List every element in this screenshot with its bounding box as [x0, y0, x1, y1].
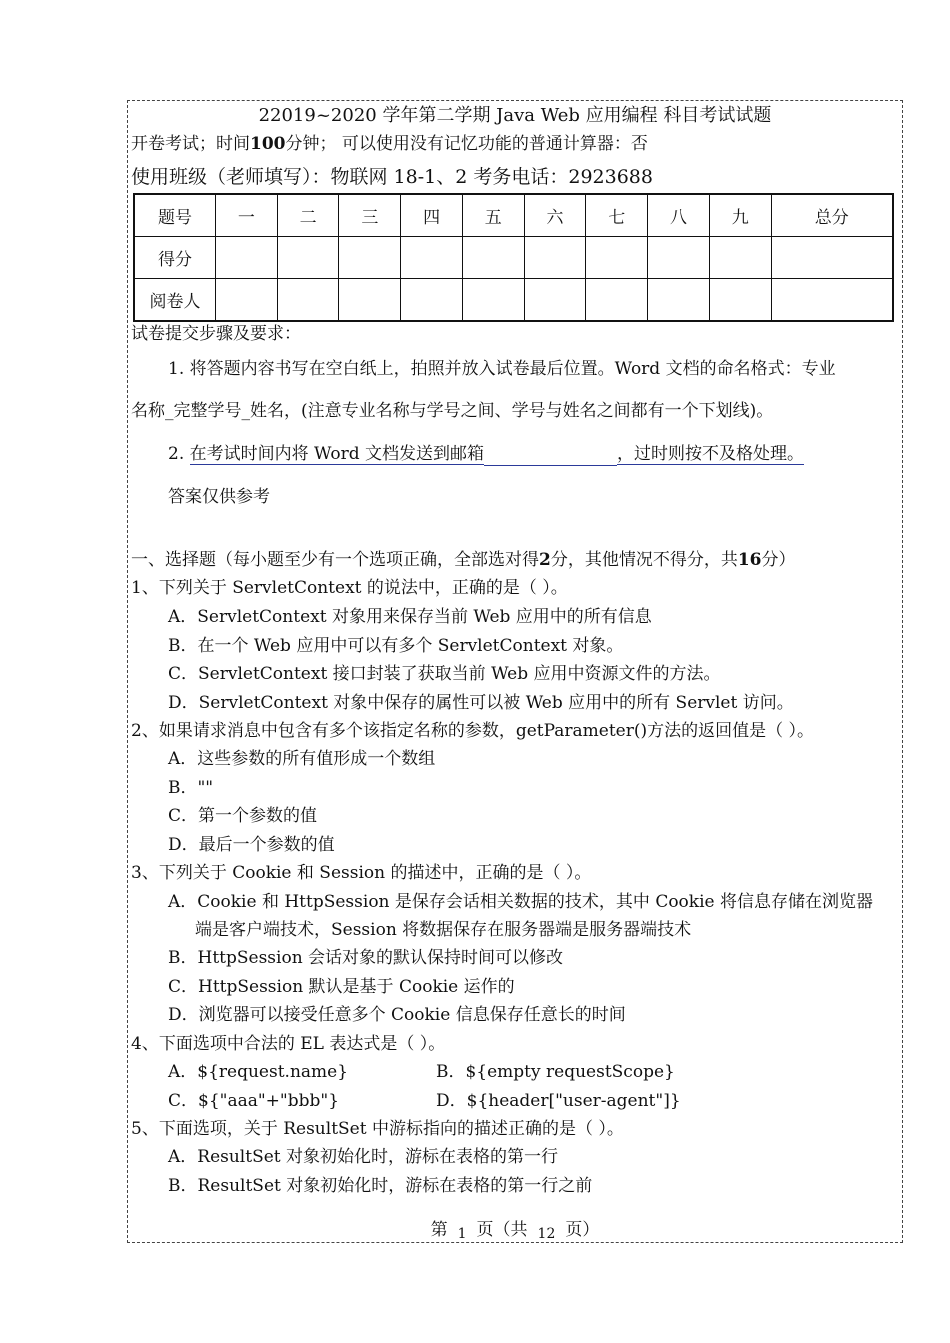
grader-cell	[709, 279, 771, 322]
grader-cell	[216, 279, 278, 322]
q2-stem: 2、如果请求消息中包含有多个该指定名称的参数，getParameter()方法的返回值是（ ）。	[131, 721, 815, 741]
page-footer	[127, 1215, 903, 1240]
score-table-row	[134, 237, 893, 279]
score-cell	[771, 237, 893, 279]
q2-option-a: A．这些参数的所有值形成一个数组	[168, 749, 436, 769]
score-cell	[216, 237, 278, 279]
score-table-row	[134, 279, 893, 322]
q1-stem: 1、下列关于 ServletContext 的说法中，正确的是（ ）。	[131, 578, 568, 598]
column-header: 五	[462, 194, 524, 237]
q1-option-c: C．ServletContext 接口封装了获取当前 Web 应用中资源文件的方法。	[168, 664, 721, 684]
column-header: 六	[524, 194, 586, 237]
q1-option-d: D．ServletContext 对象中保存的属性可以被 Web 应用中的所有 Servlet 访问。	[168, 693, 794, 713]
exam-info-b: 分钟； 可以使用没有记忆功能的普通计算器：否	[285, 134, 648, 154]
step2-number: 2.	[168, 444, 185, 464]
class-info: 使用班级（老师填写）：物联网 18-1、2 考务电话：2923688	[131, 166, 653, 188]
instruction-step2	[168, 443, 804, 466]
q3-option-a-line1: A．Cookie 和 HttpSession 是保存会话相关数据的技术，其中 Cookie 将信息存储在浏览器	[168, 892, 873, 912]
email-blank	[484, 464, 617, 466]
points-each: 2	[539, 550, 551, 570]
q2-option-d: D．最后一个参数的值	[168, 835, 335, 855]
page-total: 12	[537, 1226, 556, 1242]
section1-heading-c: 分）	[761, 550, 796, 570]
section1-heading-b: 分，其他情况不得分，共	[550, 550, 738, 570]
score-cell	[586, 237, 648, 279]
exam-time: 100	[250, 134, 286, 154]
score-cell	[648, 237, 710, 279]
q5-option-a: A．ResultSet 对象初始化时，游标在表格的第一行	[168, 1147, 559, 1167]
grader-cell	[648, 279, 710, 322]
exam-info	[131, 133, 648, 155]
instruction-step1-line1: 1. 将答题内容书写在空白纸上，拍照并放入试卷最后位置。Word 文档的命名格式：专业	[168, 359, 836, 379]
q5-option-b: B．ResultSet 对象初始化时，游标在表格的第一行之前	[168, 1176, 593, 1196]
q1-option-b: B．在一个 Web 应用中可以有多个 ServletContext 对象。	[168, 636, 624, 656]
score-table-row	[134, 194, 893, 237]
row-header: 题号	[134, 194, 216, 237]
q4-option-d: D．${header["user-agent"]}	[436, 1091, 681, 1111]
q2-option-c: C．第一个参数的值	[168, 806, 318, 826]
exam-info-a: 开卷考试；时间	[131, 134, 250, 154]
section1-heading	[131, 549, 796, 571]
column-header: 九	[709, 194, 771, 237]
q2-option-b: B．""	[168, 778, 214, 798]
score-cell	[277, 237, 339, 279]
instructions-heading: 试卷提交步骤及要求：	[131, 324, 301, 344]
exam-title: 22019~2020 学年第二学期 Java Web 应用编程 科目考试试题	[258, 105, 772, 126]
q4-option-a: A．${request.name}	[168, 1062, 349, 1082]
grader-cell	[462, 279, 524, 322]
row-header: 得分	[134, 237, 216, 279]
instruction-step1-line2: 名称_完整学号_姓名，(注意专业名称与学号之间、学号与姓名之间都有一个下划线)。	[131, 401, 774, 421]
q3-option-b: B．HttpSession 会话对象的默认保持时间可以修改	[168, 948, 564, 968]
footer-prefix: 第	[430, 1220, 448, 1240]
row-header: 阅卷人	[134, 279, 216, 322]
q5-stem: 5、下面选项，关于 ResultSet 中游标指向的描述正确的是（ ）。	[131, 1119, 624, 1139]
column-header: 一	[216, 194, 278, 237]
points-total: 16	[737, 550, 762, 570]
grader-cell	[401, 279, 463, 322]
grader-cell	[771, 279, 893, 322]
column-header: 七	[586, 194, 648, 237]
section1-heading-a: 一、选择题（每小题至少有一个选项正确，全部选对得	[131, 550, 539, 570]
answer-note: 答案仅供参考	[168, 487, 270, 507]
column-header: 三	[339, 194, 401, 237]
q3-option-a-line2: 端是客户端技术，Session 将数据保存在服务器端是服务器端技术	[195, 920, 692, 940]
footer-suffix: 页）	[565, 1220, 600, 1240]
column-header: 八	[648, 194, 710, 237]
score-table	[133, 193, 894, 322]
score-cell	[524, 237, 586, 279]
q4-stem: 4、下面选项中合法的 EL 表达式是（ ）。	[131, 1034, 446, 1054]
grader-cell	[277, 279, 339, 322]
footer-middle: 页（共	[476, 1220, 528, 1240]
grader-cell	[339, 279, 401, 322]
q4-option-b: B．${empty requestScope}	[436, 1062, 675, 1082]
grader-cell	[586, 279, 648, 322]
q3-stem: 3、下列关于 Cookie 和 Session 的描述中，正确的是（ ）。	[131, 863, 592, 883]
page-number: 1	[457, 1226, 467, 1242]
column-header: 四	[401, 194, 463, 237]
step2-text-b: ，过时则按不及格处理。	[617, 444, 805, 464]
q3-option-c: C．HttpSession 默认是基于 Cookie 运作的	[168, 977, 515, 997]
score-cell	[401, 237, 463, 279]
q1-option-a: A．ServletContext 对象用来保存当前 Web 应用中的所有信息	[168, 607, 652, 627]
step2-text-a: 在考试时间内将 Word 文档发送到邮箱	[189, 444, 485, 464]
column-header: 总分	[771, 194, 893, 237]
q3-option-d: D．浏览器可以接受任意多个 Cookie 信息保存任意长的时间	[168, 1005, 626, 1025]
score-cell	[462, 237, 524, 279]
score-cell	[709, 237, 771, 279]
column-header: 二	[277, 194, 339, 237]
score-cell	[339, 237, 401, 279]
grader-cell	[524, 279, 586, 322]
q4-option-c: C．${"aaa"+"bbb"}	[168, 1091, 340, 1111]
